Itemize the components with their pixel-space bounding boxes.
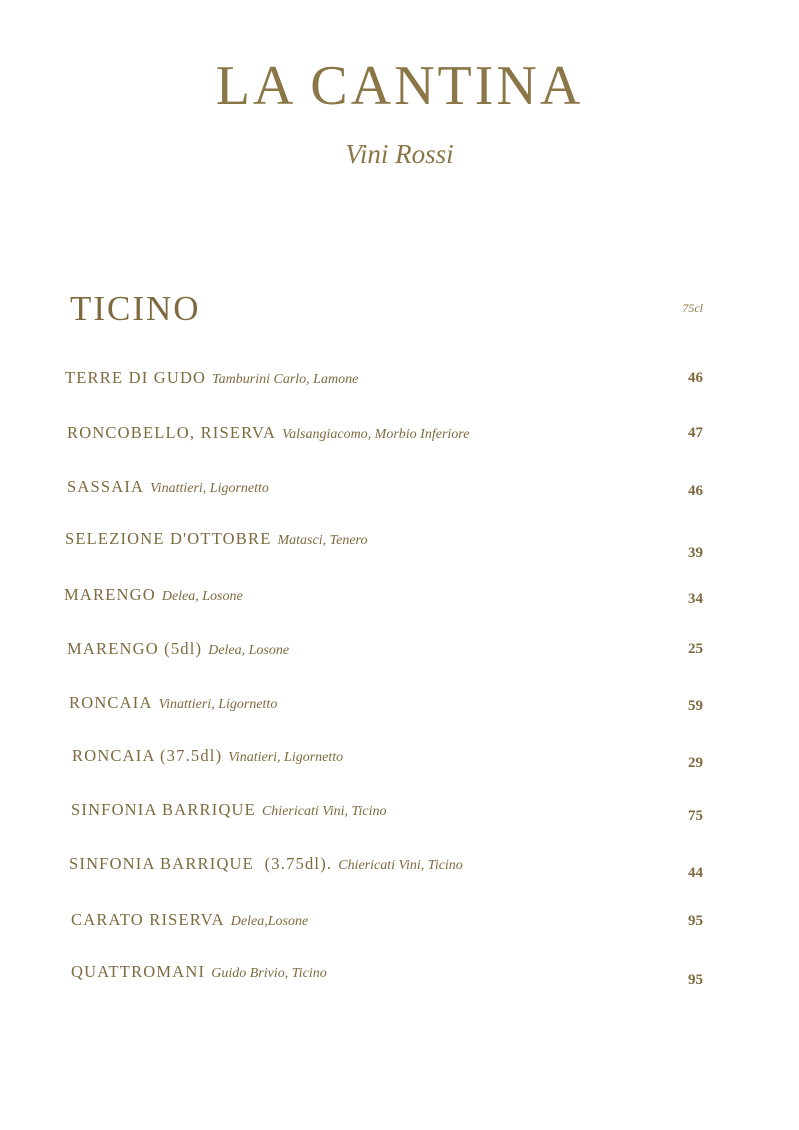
wine-producer: Tamburini Carlo, Lamone [212,372,359,387]
wine-entry [67,641,289,658]
wine-name: MARENGO [64,585,156,604]
wine-name: SINFONIA BARRIQUE (3.75dl). [69,854,333,873]
menu-subtitle: Vini Rossi [345,139,454,169]
wine-entry [69,695,277,712]
wine-name: QUATTROMANI [71,962,206,981]
wine-producer: Matasci, Tenero [277,533,368,548]
volume-label: 75cl [682,301,703,315]
wine-name: CARATO RISERVA [71,910,225,929]
wine-price: 39 [688,545,703,561]
wine-entry [65,370,358,387]
wine-producer: Vinattieri, Ligornetto [158,697,278,712]
wine-producer: Vinattieri, Ligornetto [150,481,269,496]
wine-producer: Valsangiacomo, Morbio Inferiore [282,427,470,442]
wine-price: 75 [688,808,703,824]
wine-price: 59 [688,698,703,714]
wine-price: 95 [688,972,703,988]
wine-entry [65,531,367,548]
wine-entry [64,587,243,604]
wine-entry [72,748,343,765]
wine-name: MARENGO (5dl) [67,639,203,658]
wine-name: SELEZIONE D'OTTOBRE [65,529,272,548]
wine-price: 47 [688,425,703,441]
wine-entry [71,964,327,981]
wine-name: RONCAIA [69,693,153,712]
wine-name: RONCOBELLO, RISERVA [67,423,277,442]
wine-price: 46 [688,370,703,386]
wine-entry [69,856,463,873]
wine-producer: Chiericati Vini, Ticino [338,858,463,873]
wine-producer: Delea, Losone [161,589,243,604]
wine-name: RONCAIA (37.5dl) [72,746,223,765]
wine-price: 95 [688,913,703,929]
wine-producer: Vinatieri, Ligornetto [228,750,344,765]
wine-name: SINFONIA BARRIQUE [71,800,256,819]
wine-producer: Delea, Losone [208,643,290,658]
menu-title: LA CANTINA [215,55,584,117]
wine-price: 25 [688,641,703,657]
wine-price: 44 [688,865,703,881]
wine-producer: Delea,Losone [230,914,309,929]
wine-entry [71,912,308,929]
wine-producer: Chiericati Vini, Ticino [261,804,387,819]
section-title: TICINO [70,289,201,328]
wine-price: 29 [688,755,703,771]
wine-price: 46 [688,483,703,499]
wine-entry [71,802,387,819]
wine-entry [67,425,469,442]
wine-price: 34 [688,591,703,607]
wine-entry [67,479,269,496]
wine-producer: Guido Brivio, Ticino [211,966,327,981]
wine-name: TERRE DI GUDO [65,368,207,387]
wine-name: SASSAIA [67,477,145,496]
